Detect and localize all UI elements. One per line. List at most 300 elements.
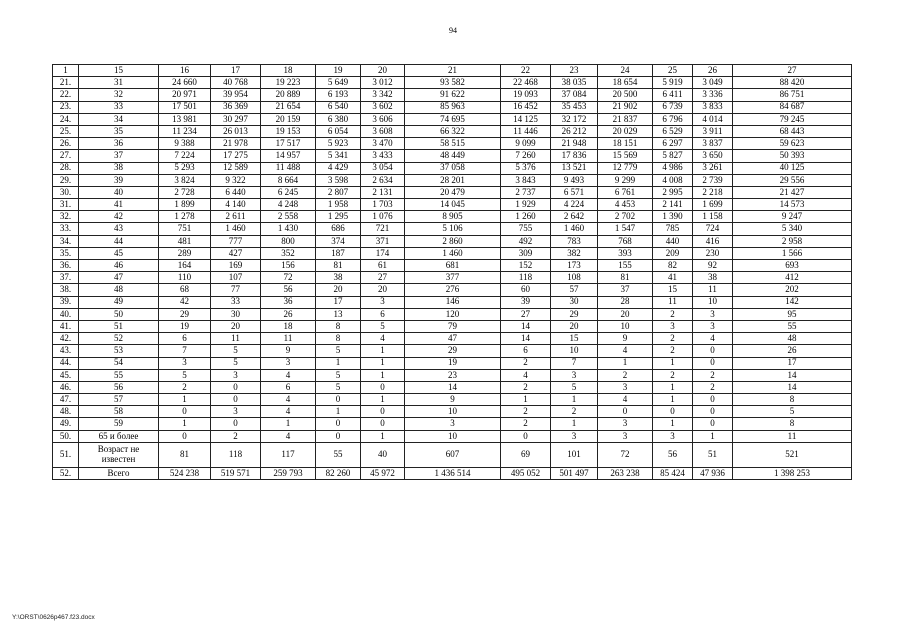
table-cell: 6 529 <box>653 125 693 137</box>
table-cell: 14 573 <box>733 199 852 211</box>
table-cell: 8 905 <box>405 211 501 223</box>
table-cell: 1 398 253 <box>733 467 852 479</box>
table-cell: 40. <box>53 308 79 320</box>
table-row <box>53 89 852 101</box>
table-cell: 40 768 <box>211 77 261 89</box>
table-cell: 440 <box>653 235 693 247</box>
header-cell: 23 <box>551 65 598 77</box>
table-cell: 3 342 <box>361 89 405 101</box>
table-cell: 3 608 <box>361 125 405 137</box>
table-cell: 44. <box>53 357 79 369</box>
table-cell: 9 <box>598 333 653 345</box>
table-row <box>53 418 852 430</box>
table-cell: 48. <box>53 406 79 418</box>
table-cell: 6 <box>261 381 316 393</box>
table-cell: 57 <box>551 284 598 296</box>
table-cell: 9 388 <box>159 138 211 150</box>
table-cell: 1 460 <box>551 223 598 235</box>
table-cell: 13 981 <box>159 113 211 125</box>
table-cell: 1 278 <box>159 211 211 223</box>
table-cell: 14 <box>501 320 551 332</box>
table-cell: 681 <box>405 260 501 272</box>
table-cell: 495 052 <box>501 467 551 479</box>
header-cell: 16 <box>159 65 211 77</box>
table-cell: 15 569 <box>598 150 653 162</box>
header-cell: 21 <box>405 65 501 77</box>
table-cell: 19 223 <box>261 77 316 89</box>
table-cell: 55 <box>316 442 361 467</box>
table-cell: 14 <box>405 381 501 393</box>
table-cell: 0 <box>501 430 551 442</box>
table-cell: 10 <box>405 406 501 418</box>
table-cell: 0 <box>361 406 405 418</box>
table-cell: 11 234 <box>159 125 211 137</box>
table-cell: 1 <box>501 394 551 406</box>
table-row <box>53 345 852 357</box>
table-cell: 15 <box>653 284 693 296</box>
table-cell: 4 <box>501 369 551 381</box>
table-cell: 20 029 <box>598 125 653 137</box>
table-cell: 0 <box>361 381 405 393</box>
table-cell: 18 654 <box>598 77 653 89</box>
table-row <box>53 369 852 381</box>
table-cell: 4 <box>598 394 653 406</box>
table-cell: 2 <box>653 345 693 357</box>
table-cell: 45 972 <box>361 467 405 479</box>
table-cell: 1 703 <box>361 199 405 211</box>
header-cell: 24 <box>598 65 653 77</box>
table-row <box>53 101 852 113</box>
table-cell: 0 <box>693 406 733 418</box>
table-cell: 5 293 <box>159 162 211 174</box>
header-cell: 1 <box>53 65 79 77</box>
table-cell: 32 <box>79 89 159 101</box>
table-cell: 2 <box>501 406 551 418</box>
table-cell: 1 566 <box>733 247 852 259</box>
table-cell: 42. <box>53 333 79 345</box>
header-cell: 20 <box>361 65 405 77</box>
table-cell: 5 <box>211 357 261 369</box>
table-cell: 3 833 <box>693 101 733 113</box>
table-cell: 17 517 <box>261 138 316 150</box>
table-cell: 3 <box>211 369 261 381</box>
table-cell: 39 <box>79 174 159 186</box>
table-cell: 777 <box>211 235 261 247</box>
table-cell: 55 <box>79 369 159 381</box>
table-cell: 2 <box>653 333 693 345</box>
table-cell: 30 <box>551 296 598 308</box>
table-cell: 289 <box>159 247 211 259</box>
table-cell: 1 929 <box>501 199 551 211</box>
table-cell: 4 <box>261 369 316 381</box>
table-cell: 23 <box>405 369 501 381</box>
table-row <box>53 381 852 393</box>
table-cell: 40 <box>361 442 405 467</box>
table-cell: 17 <box>733 357 852 369</box>
table-cell: 2 702 <box>598 211 653 223</box>
table-cell: 768 <box>598 235 653 247</box>
table-cell: 24. <box>53 113 79 125</box>
table-cell: 17 836 <box>551 150 598 162</box>
table-cell: 56 <box>261 284 316 296</box>
table-cell: 0 <box>316 418 361 430</box>
table-cell: 5 <box>733 406 852 418</box>
table-row <box>53 467 852 479</box>
table-cell: 1 <box>316 357 361 369</box>
table-cell: 26 <box>733 345 852 357</box>
table-cell: 9 247 <box>733 211 852 223</box>
table-cell: 18 151 <box>598 138 653 150</box>
table-cell: 95 <box>733 308 852 320</box>
table-row <box>53 247 852 259</box>
table-cell: 2 141 <box>653 199 693 211</box>
table-cell: 3 054 <box>361 162 405 174</box>
table-cell: 1 <box>653 381 693 393</box>
table-cell: 9 493 <box>551 174 598 186</box>
table-cell: 46. <box>53 381 79 393</box>
table-cell: 49 <box>79 296 159 308</box>
table-cell: 3 <box>653 320 693 332</box>
table-cell: 51 <box>693 442 733 467</box>
table-cell: 4 224 <box>551 199 598 211</box>
table-cell: 4 <box>361 333 405 345</box>
table-cell: 5 106 <box>405 223 501 235</box>
table-cell: 3 <box>361 296 405 308</box>
table-cell: 1 <box>159 418 211 430</box>
table-cell: 4 <box>261 406 316 418</box>
table-cell: 2 <box>653 308 693 320</box>
table-cell: 20 971 <box>159 89 211 101</box>
table-cell: 607 <box>405 442 501 467</box>
table-cell: 3 <box>598 430 653 442</box>
table-cell: 14 125 <box>501 113 551 125</box>
header-cell: 19 <box>316 65 361 77</box>
table-cell: 1 <box>653 357 693 369</box>
table-cell: 377 <box>405 272 501 284</box>
table-cell: 47 936 <box>693 467 733 479</box>
table-row <box>53 296 852 308</box>
table-cell: 37 058 <box>405 162 501 174</box>
table-cell: 7 <box>551 357 598 369</box>
table-cell: 20 159 <box>261 113 316 125</box>
table-cell: 82 260 <box>316 467 361 479</box>
table-row <box>53 125 852 137</box>
table-cell: 2 995 <box>653 186 693 198</box>
table-cell: 393 <box>598 247 653 259</box>
table-cell: 2 739 <box>693 174 733 186</box>
table-cell: 5 341 <box>316 150 361 162</box>
table-cell: 3 012 <box>361 77 405 89</box>
table-cell: 15 <box>551 333 598 345</box>
table-cell: 59 623 <box>733 138 852 150</box>
table-cell: 24 660 <box>159 77 211 89</box>
header-cell: 25 <box>653 65 693 77</box>
table-cell: 2 642 <box>551 211 598 223</box>
table-cell: 800 <box>261 235 316 247</box>
table-cell: 54 <box>79 357 159 369</box>
table-cell: 9 099 <box>501 138 551 150</box>
table-cell: 8 <box>316 333 361 345</box>
table-cell: 14 <box>733 381 852 393</box>
table-cell: 43 <box>79 223 159 235</box>
table-cell: 1 436 514 <box>405 467 501 479</box>
table-cell: 50 <box>79 308 159 320</box>
table-cell: 3 261 <box>693 162 733 174</box>
table-cell: 27 <box>361 272 405 284</box>
table-cell: 33 <box>211 296 261 308</box>
table-cell: 263 238 <box>598 467 653 479</box>
table-cell: 61 <box>361 260 405 272</box>
table-cell: Всего <box>79 467 159 479</box>
table-cell: 11 <box>261 333 316 345</box>
table-cell: 202 <box>733 284 852 296</box>
table-cell: 276 <box>405 284 501 296</box>
table-cell: 19 <box>159 320 211 332</box>
table-cell: 55 <box>733 320 852 332</box>
table-cell: 22 468 <box>501 77 551 89</box>
table-cell: 52 <box>79 333 159 345</box>
table-cell: 120 <box>405 308 501 320</box>
table-cell: 783 <box>551 235 598 247</box>
table-cell: 21 902 <box>598 101 653 113</box>
table-cell: 47. <box>53 394 79 406</box>
table-cell: 5 <box>211 345 261 357</box>
table-cell: 174 <box>361 247 405 259</box>
table-cell: 57 <box>79 394 159 406</box>
table-cell: 45 <box>79 247 159 259</box>
table-cell: 0 <box>361 418 405 430</box>
table-cell: 46 <box>79 260 159 272</box>
table-cell: 36 <box>261 296 316 308</box>
table-cell: 86 751 <box>733 89 852 101</box>
table-cell: 19 <box>405 357 501 369</box>
table-cell: 6 796 <box>653 113 693 125</box>
table-cell: 3 824 <box>159 174 211 186</box>
table-cell: 6 <box>501 345 551 357</box>
table-cell: 259 793 <box>261 467 316 479</box>
page-number: 94 <box>449 26 457 35</box>
table-cell: 17 501 <box>159 101 211 113</box>
table-cell: 93 582 <box>405 77 501 89</box>
table-cell: 9 <box>261 345 316 357</box>
table-row <box>53 333 852 345</box>
table-cell: 1 899 <box>159 199 211 211</box>
table-cell: 79 245 <box>733 113 852 125</box>
table-cell: 31. <box>53 199 79 211</box>
table-cell: 47 <box>405 333 501 345</box>
table-cell: 3 650 <box>693 150 733 162</box>
table-cell: 6 739 <box>653 101 693 113</box>
table-cell: 58 <box>79 406 159 418</box>
table-cell: 1 <box>261 418 316 430</box>
table-cell: 20 500 <box>598 89 653 101</box>
table-cell: 2 218 <box>693 186 733 198</box>
table-row <box>53 138 852 150</box>
table-cell: 6 <box>361 308 405 320</box>
table-cell: 28 <box>598 296 653 308</box>
table-cell: 724 <box>693 223 733 235</box>
table-cell: 37 084 <box>551 89 598 101</box>
table-cell: 6 054 <box>316 125 361 137</box>
table-cell: 309 <box>501 247 551 259</box>
table-cell: 31 <box>79 77 159 89</box>
table-cell: 21. <box>53 77 79 89</box>
table-cell: 3 <box>211 406 261 418</box>
table-cell: 18 <box>261 320 316 332</box>
table-cell: 4 <box>261 430 316 442</box>
table-cell: 1 295 <box>316 211 361 223</box>
table-cell: 6 540 <box>316 101 361 113</box>
table-cell: 8 664 <box>261 174 316 186</box>
table-cell: 37 <box>598 284 653 296</box>
table-cell: 0 <box>159 430 211 442</box>
table-cell: 785 <box>653 223 693 235</box>
table-cell: 2 807 <box>316 186 361 198</box>
header-cell: 17 <box>211 65 261 77</box>
table-cell: 81 <box>598 272 653 284</box>
table-cell: 1 430 <box>261 223 316 235</box>
table-cell: 39. <box>53 296 79 308</box>
table-cell: 12 589 <box>211 162 261 174</box>
table-cell: 755 <box>501 223 551 235</box>
table-cell: 11 488 <box>261 162 316 174</box>
table-cell: 1 <box>361 357 405 369</box>
footer-file-path: Y:\ORST\0626p467.f23.docx <box>12 614 95 621</box>
table-cell: 1 <box>653 418 693 430</box>
header-cell: 22 <box>501 65 551 77</box>
table-cell: 27 <box>501 308 551 320</box>
table-cell: 751 <box>159 223 211 235</box>
table-cell: 20 <box>361 284 405 296</box>
table-cell: 519 571 <box>211 467 261 479</box>
table-cell: 4 <box>693 333 733 345</box>
table-row <box>53 394 852 406</box>
table-cell: 6 <box>159 333 211 345</box>
table-cell: 1 <box>361 430 405 442</box>
table-cell: 30 <box>211 308 261 320</box>
table-cell: 5 <box>159 369 211 381</box>
table-cell: 72 <box>261 272 316 284</box>
table-cell: 2 558 <box>261 211 316 223</box>
table-cell: 4 453 <box>598 199 653 211</box>
table-cell: 32 172 <box>551 113 598 125</box>
table-cell: 16 452 <box>501 101 551 113</box>
table-cell: 2 <box>211 430 261 442</box>
table-cell: 21 948 <box>551 138 598 150</box>
table-cell: 65 и более <box>79 430 159 442</box>
table-cell: 44 <box>79 235 159 247</box>
table-cell: 173 <box>551 260 598 272</box>
table-cell: 0 <box>598 406 653 418</box>
table-cell: 21 978 <box>211 138 261 150</box>
table-cell: 0 <box>316 430 361 442</box>
table-cell: 6 411 <box>653 89 693 101</box>
table-cell: 26 013 <box>211 125 261 137</box>
table-cell: 2 860 <box>405 235 501 247</box>
table-cell: 42 <box>79 211 159 223</box>
table-cell: 11 <box>733 430 852 442</box>
table-cell: 5 919 <box>653 77 693 89</box>
table-cell: 3 <box>551 369 598 381</box>
table-cell: 38. <box>53 284 79 296</box>
table-cell: 20 889 <box>261 89 316 101</box>
table-cell: 2 <box>159 381 211 393</box>
table-cell: 7 <box>159 345 211 357</box>
table-cell: 60 <box>501 284 551 296</box>
table-cell: 416 <box>693 235 733 247</box>
table-cell: 9 322 <box>211 174 261 186</box>
table-cell: 17 <box>316 296 361 308</box>
table-cell: 91 622 <box>405 89 501 101</box>
table-cell: 79 <box>405 320 501 332</box>
table-cell: 7 224 <box>159 150 211 162</box>
table-cell: 6 193 <box>316 89 361 101</box>
table-cell: 10 <box>598 320 653 332</box>
table-cell: 81 <box>316 260 361 272</box>
table-cell: 42 <box>159 296 211 308</box>
table-cell: 7 260 <box>501 150 551 162</box>
table-cell: 30. <box>53 186 79 198</box>
table-cell: 2 131 <box>361 186 405 198</box>
table-row <box>53 223 852 235</box>
table-cell: 1 <box>316 406 361 418</box>
table-cell: 36 <box>79 138 159 150</box>
table-cell: 209 <box>653 247 693 259</box>
table-cell: 9 299 <box>598 174 653 186</box>
table-row <box>53 235 852 247</box>
table-cell: 1 260 <box>501 211 551 223</box>
table-cell: 4 <box>598 345 653 357</box>
table-cell: 32. <box>53 211 79 223</box>
table-cell: 3 <box>693 320 733 332</box>
table-cell: 26 212 <box>551 125 598 137</box>
table-cell: 5 827 <box>653 150 693 162</box>
table-cell: 52. <box>53 467 79 479</box>
table-cell: 28 201 <box>405 174 501 186</box>
table-cell: 3 <box>693 308 733 320</box>
table-cell: 2 <box>501 418 551 430</box>
table-row <box>53 150 852 162</box>
table-cell: 371 <box>361 235 405 247</box>
table-cell: 38 <box>316 272 361 284</box>
table-cell: 0 <box>316 394 361 406</box>
table-cell: 5 <box>316 369 361 381</box>
table-cell: 34. <box>53 235 79 247</box>
table-cell: 2 <box>653 369 693 381</box>
table-cell: 164 <box>159 260 211 272</box>
table-cell: 82 <box>653 260 693 272</box>
header-cell: 27 <box>733 65 852 77</box>
table-cell: 29 <box>551 308 598 320</box>
table-cell: 2 <box>551 406 598 418</box>
table-cell: 28. <box>53 162 79 174</box>
table-cell: 2 958 <box>733 235 852 247</box>
table-cell: 56 <box>653 442 693 467</box>
table-cell: 230 <box>693 247 733 259</box>
table-cell: 3 837 <box>693 138 733 150</box>
table-cell: 74 695 <box>405 113 501 125</box>
table-cell: 4 008 <box>653 174 693 186</box>
table-cell: 352 <box>261 247 316 259</box>
table-cell: 481 <box>159 235 211 247</box>
table-cell: 4 248 <box>261 199 316 211</box>
table-cell: 2 <box>501 357 551 369</box>
table-cell: 0 <box>159 406 211 418</box>
table-cell: 35 <box>79 125 159 137</box>
table-cell: 8 <box>733 394 852 406</box>
table-cell: 72 <box>598 442 653 467</box>
table-cell: 524 238 <box>159 467 211 479</box>
